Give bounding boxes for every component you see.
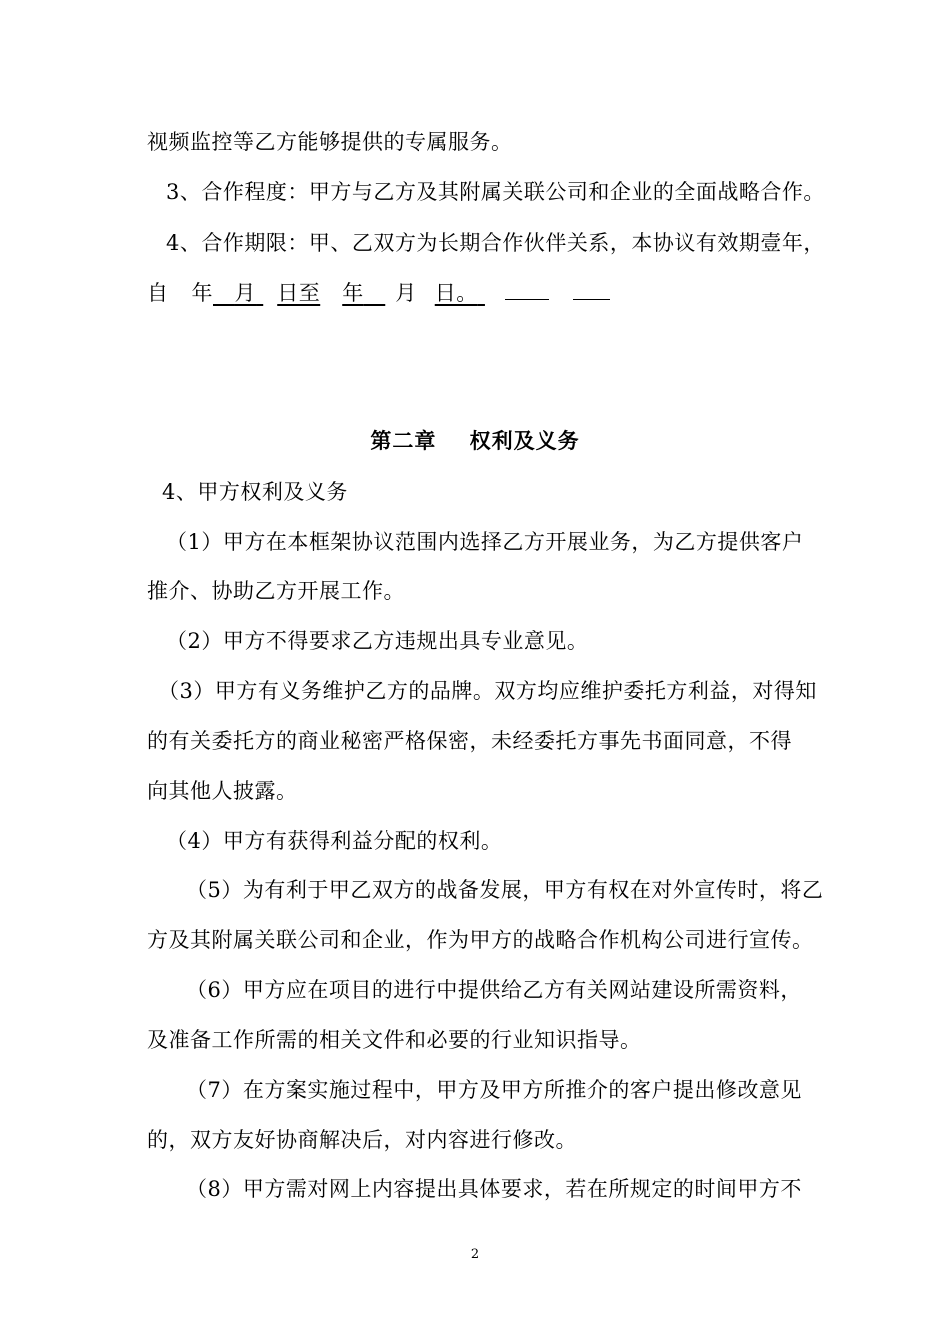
paragraph-line: （4）甲方有获得利益分配的权利。 (166, 829, 503, 853)
date-year2: 年 (342, 281, 364, 305)
date-year1: 年 (191, 281, 213, 305)
paragraph-line: （1）甲方在本框架协议范围内选择乙方开展业务，为乙方提供客户 (166, 530, 804, 554)
paragraph-line: 及准备工作所需的相关文件和必要的行业知识指导。 (147, 1028, 642, 1052)
blank-line (573, 279, 610, 300)
section-heading: 4、甲方权利及义务 (162, 480, 348, 504)
paragraph-line: （8）甲方需对网上内容提出具体要求，若在所规定的时间甲方不 (186, 1177, 802, 1201)
date-month2: 月 (395, 281, 417, 305)
date-line (147, 279, 610, 307)
chapter-title: 第二章 权利及义务 (370, 429, 580, 453)
date-month1-field: 月 (234, 281, 257, 305)
date-day1-to: 日至 (277, 281, 321, 305)
paragraph-line: （2）甲方不得要求乙方违规出具专业意见。 (166, 629, 589, 653)
text-line: 4、合作期限：甲、乙双方为长期合作伙伴关系，本协议有效期壹年， (166, 231, 825, 255)
paragraph-line: 的，双方友好协商解决后，对内容进行修改。 (147, 1128, 577, 1152)
paragraph-line: （5）为有利于甲乙双方的战备发展，甲方有权在对外宣传时，将乙 (186, 878, 824, 902)
page-number: 2 (470, 1247, 480, 1262)
blank-line (505, 279, 549, 300)
paragraph-line: （6）甲方应在项目的进行中提供给乙方有关网站建设所需资料， (186, 978, 802, 1002)
date-from: 自 (147, 281, 169, 305)
paragraph-line: （3）甲方有义务维护乙方的品牌。双方均应维护委托方利益，对得知 (158, 679, 817, 703)
paragraph-line: 方及其附属关联公司和企业，作为甲方的战略合作机构公司进行宣传。 (147, 928, 814, 952)
paragraph-line: （7）在方案实施过程中，甲方及甲方所推介的客户提出修改意见 (186, 1078, 802, 1102)
paragraph-line: 的有关委托方的商业秘密严格保密，未经委托方事先书面同意，不得 (147, 729, 792, 753)
paragraph-line: 推介、协助乙方开展工作。 (147, 579, 405, 603)
paragraph-line: 向其他人披露。 (147, 779, 298, 803)
text-line: 3、合作程度：甲方与乙方及其附属关联公司和企业的全面战略合作。 (166, 180, 825, 204)
date-day2: 日。 (434, 281, 478, 305)
text-line: 视频监控等乙方能够提供的专属服务。 (147, 130, 513, 154)
